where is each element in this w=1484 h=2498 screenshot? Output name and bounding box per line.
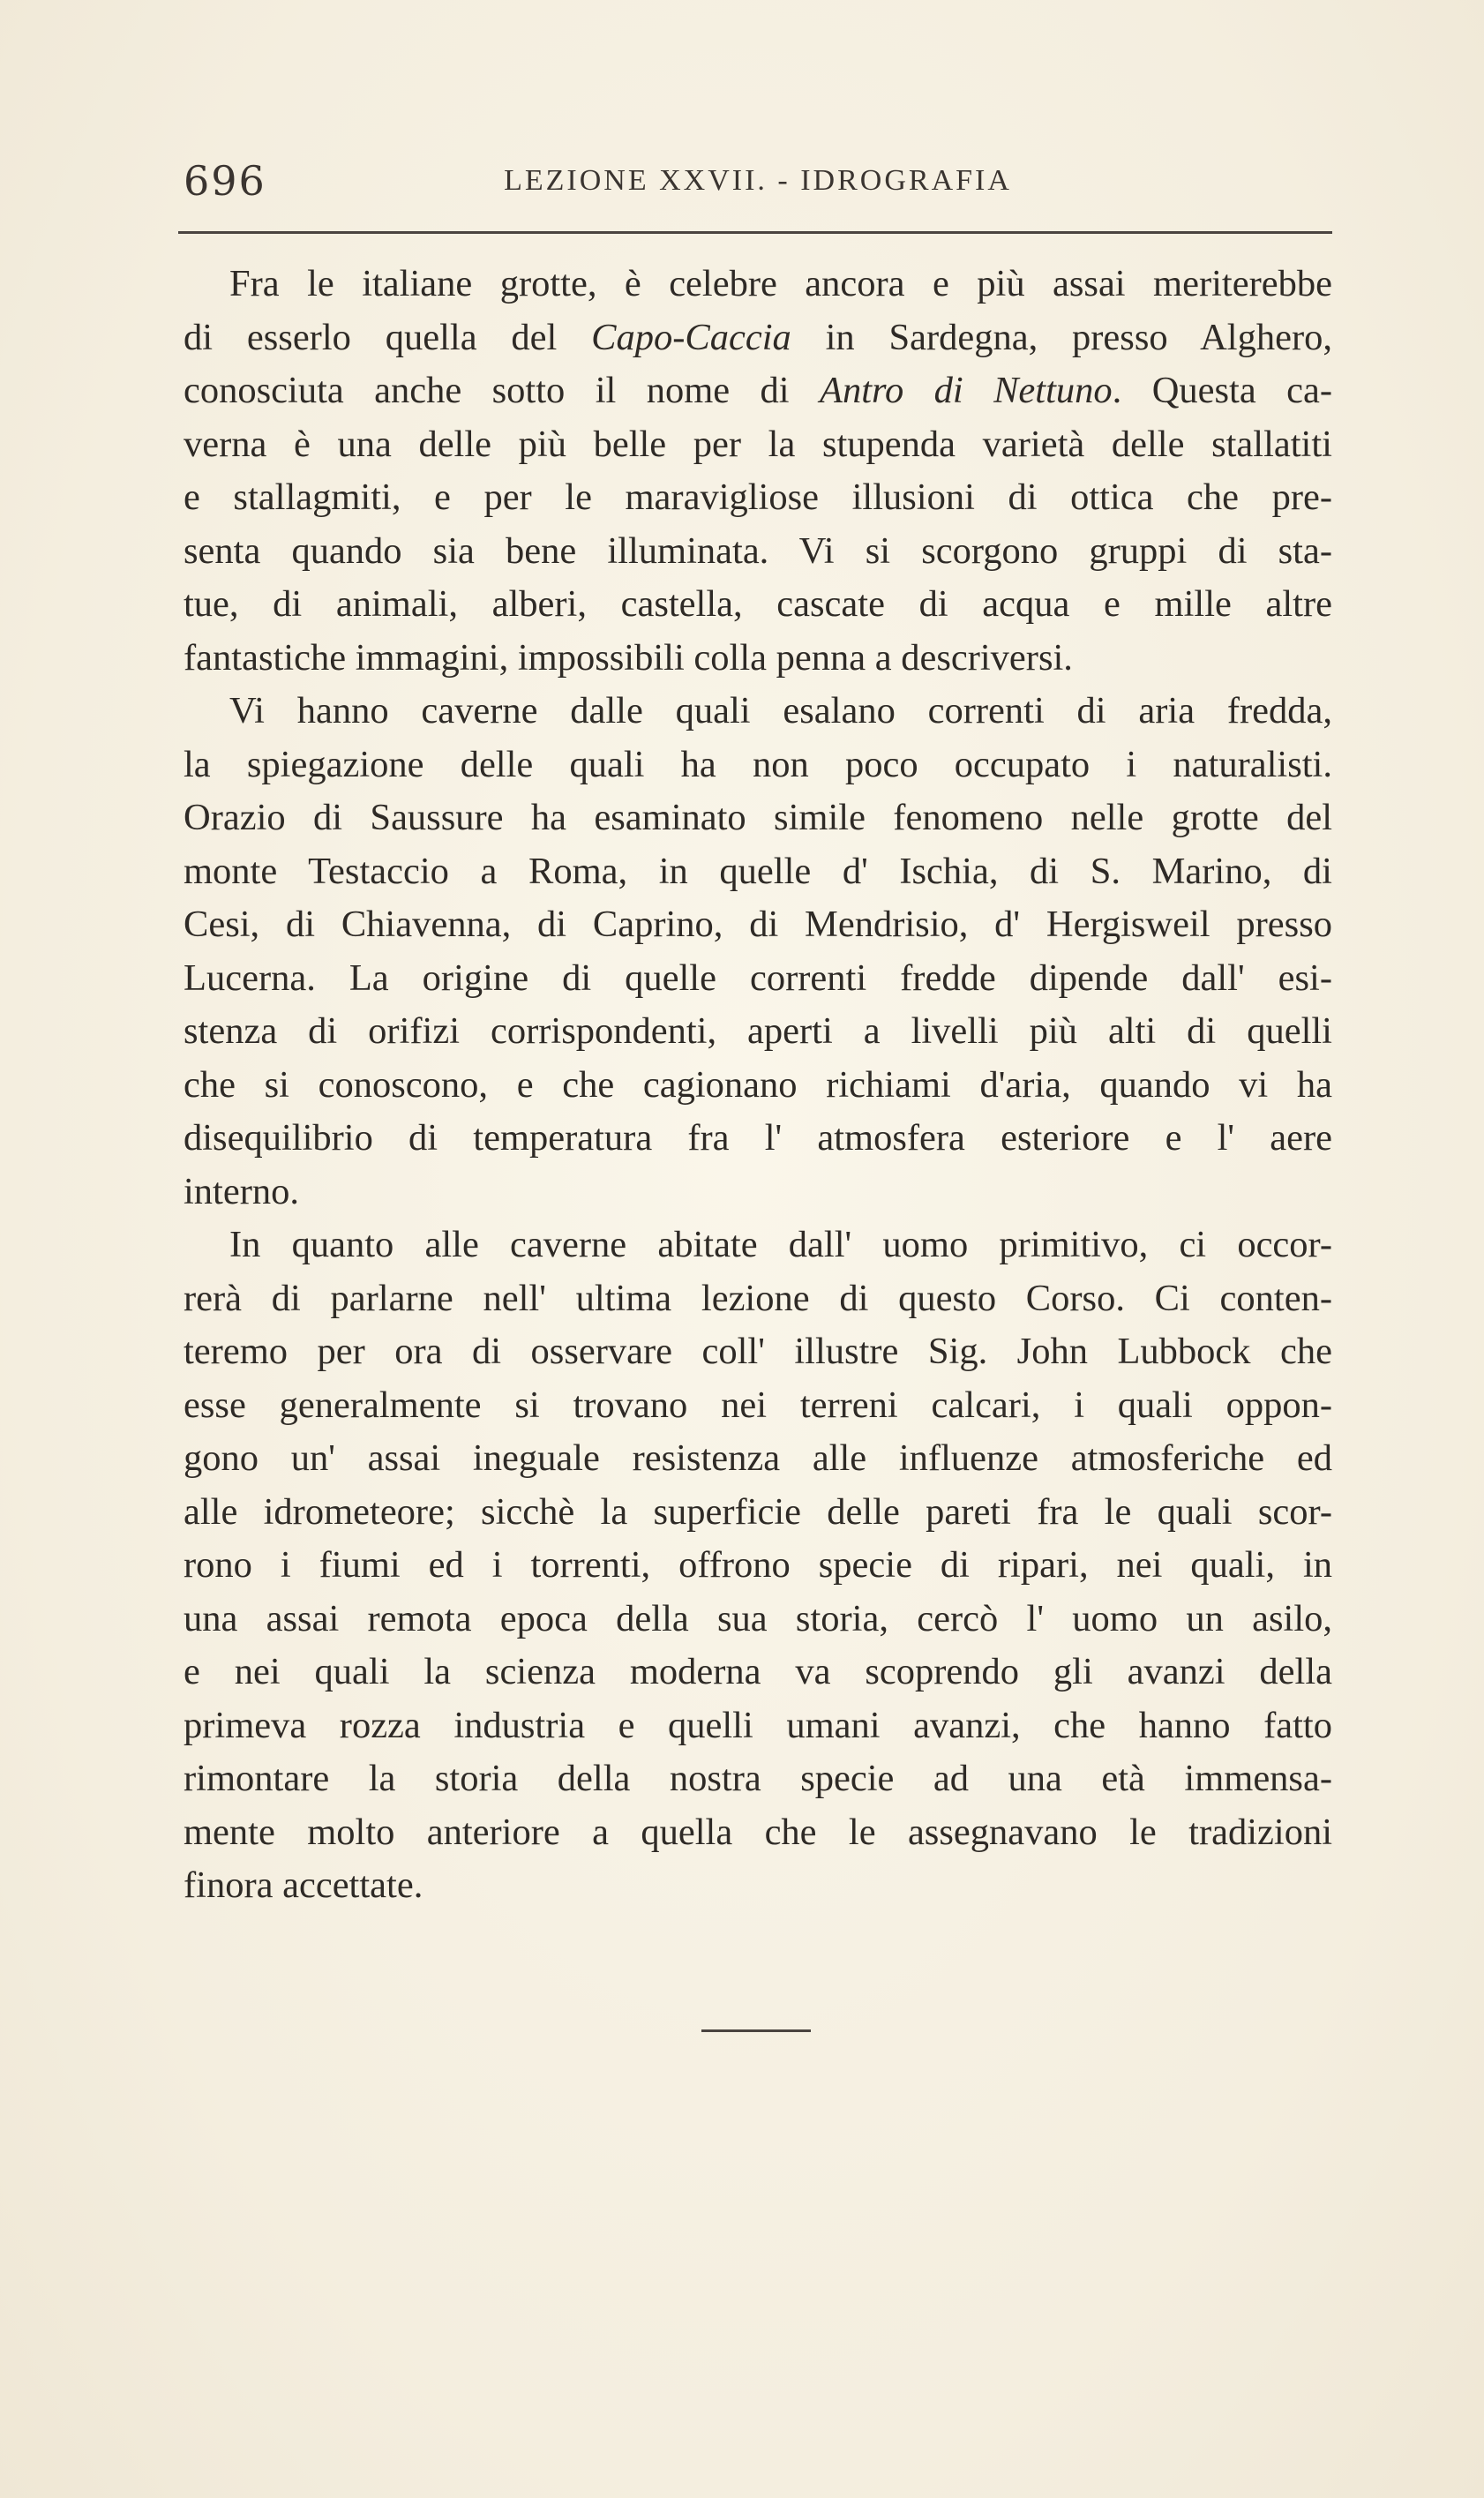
page-number: 696 — [184, 157, 266, 205]
text-line — [184, 1059, 1332, 1113]
text-line — [184, 1593, 1332, 1647]
paragraph — [184, 1219, 1332, 1913]
text-line — [184, 1859, 1332, 1913]
text-line — [184, 1699, 1332, 1753]
text-run: disequilibrio di temperatura fra l' atmosfera esteriore e l' aere — [184, 1117, 1332, 1159]
text-run: mente molto anteriore a quella che le assegnavano le tradizioni — [184, 1811, 1332, 1853]
text-line — [184, 1112, 1332, 1166]
text-line — [184, 1219, 1332, 1272]
text-run: la spiegazione delle quali ha non poco occupato i naturalisti. — [184, 743, 1332, 785]
text-run: che si conoscono, e che cagionano richiami d'aria, quando vi ha — [184, 1063, 1332, 1106]
text-run: verna è una delle più belle per la stupenda varietà delle stallatiti — [184, 423, 1332, 465]
text-run: Lucerna. La origine di quelle correnti fredde dipende dall' esi- — [184, 956, 1332, 999]
text-line — [184, 471, 1332, 525]
text-run: Vi hanno caverne dalle quali esalano correnti di aria fredda, — [229, 690, 1332, 731]
text-line — [184, 1646, 1332, 1699]
header-rule — [178, 231, 1332, 234]
text-run: esse generalmente si trovano nei terreni calcari, i quali oppon- — [184, 1384, 1332, 1426]
text-line — [184, 1486, 1332, 1540]
text-line — [184, 258, 1332, 311]
end-rule — [701, 2029, 811, 2032]
text-run: monte Testaccio a Roma, in quelle d' Ischia, di S. Marino, di — [184, 850, 1332, 892]
text-run: alle idrometeore; sicchè la superficie delle pareti fra le quali scor- — [184, 1490, 1332, 1533]
text-line — [184, 898, 1332, 952]
text-run: Cesi, di Chiavenna, di Caprino, di Mendrisio, d' Hergisweil presso — [184, 904, 1332, 945]
text-run: di esserlo quella del — [184, 316, 592, 358]
text-run: e stallagmiti, e per le maravigliose illusioni di ottica che pre- — [184, 476, 1332, 518]
text-line — [184, 739, 1332, 792]
text-run: rerà di parlarne nell' ultima lezione di questo Corso. Ci conten- — [184, 1277, 1332, 1319]
text-line — [184, 632, 1332, 686]
text-line — [184, 952, 1332, 1006]
text-run: conosciuta anche sotto il nome di — [184, 370, 820, 411]
text-run: Orazio di Saussure ha esaminato simile fenomeno nelle grotte del — [184, 797, 1332, 838]
text-line — [184, 525, 1332, 579]
paragraph — [184, 685, 1332, 1219]
text-line — [184, 1325, 1332, 1379]
text-line — [184, 1166, 1332, 1219]
text-line — [184, 1379, 1332, 1433]
text-run: rono i fiumi ed i torrenti, offrono specie di ripari, nei quali, in — [184, 1544, 1332, 1586]
text-line — [184, 1752, 1332, 1806]
text-line — [184, 1432, 1332, 1486]
body-text — [184, 258, 1332, 1913]
text-run: In quanto alle caverne abitate dall' uomo primitivo, ci occor- — [229, 1224, 1332, 1265]
text-run: teremo per ora di osservare coll' illustre Sig. John Lubbock che — [184, 1331, 1332, 1372]
text-run: una assai remota epoca della sua storia, cercò l' uomo un asilo, — [184, 1597, 1332, 1639]
text-run: interno. — [184, 1170, 300, 1212]
text-line — [184, 685, 1332, 739]
text-run: fantastiche immagini, impossibili colla penna a descriversi. — [184, 636, 1073, 679]
text-run: gono un' assai ineguale resistenza alle influenze atmosferiche ed — [184, 1437, 1332, 1479]
text-run: finora accettate. — [184, 1864, 423, 1906]
text-line — [184, 1005, 1332, 1059]
text-run: . Questa ca- — [1112, 370, 1332, 411]
text-line — [184, 578, 1332, 632]
italic-text: Capo-Caccia — [591, 316, 791, 358]
text-line — [184, 1806, 1332, 1860]
text-line — [184, 311, 1332, 365]
text-run: stenza di orifizi corrispondenti, aperti a livelli più alti di quelli — [184, 1010, 1332, 1052]
text-run: e nei quali la scienza moderna va scoprendo gli avanzi della — [184, 1651, 1332, 1692]
text-line — [184, 1272, 1332, 1326]
text-line — [184, 1539, 1332, 1593]
text-run: primeva rozza industria e quelli umani avanzi, che hanno fatto — [184, 1704, 1332, 1746]
text-line — [184, 845, 1332, 899]
text-run: senta quando sia bene illuminata. Vi si scorgono gruppi di sta- — [184, 529, 1332, 572]
text-run: Fra le italiane grotte, è celebre ancora e più assai meriterebbe — [229, 263, 1332, 304]
page-header — [184, 157, 1332, 210]
text-run: tue, di animali, alberi, castella, cascate di acqua e mille altre — [184, 583, 1332, 625]
italic-text: Antro di Nettuno — [820, 370, 1113, 411]
text-line — [184, 418, 1332, 472]
paragraph — [184, 258, 1332, 685]
running-head: LEZIONE XXVII. - IDROGRAFIA — [504, 164, 1012, 197]
text-run: rimontare la storia della nostra specie ad una età immensa- — [184, 1758, 1332, 1799]
text-line — [184, 364, 1332, 418]
text-run: in Sardegna, presso Alghero, — [791, 316, 1332, 358]
text-line — [184, 791, 1332, 845]
